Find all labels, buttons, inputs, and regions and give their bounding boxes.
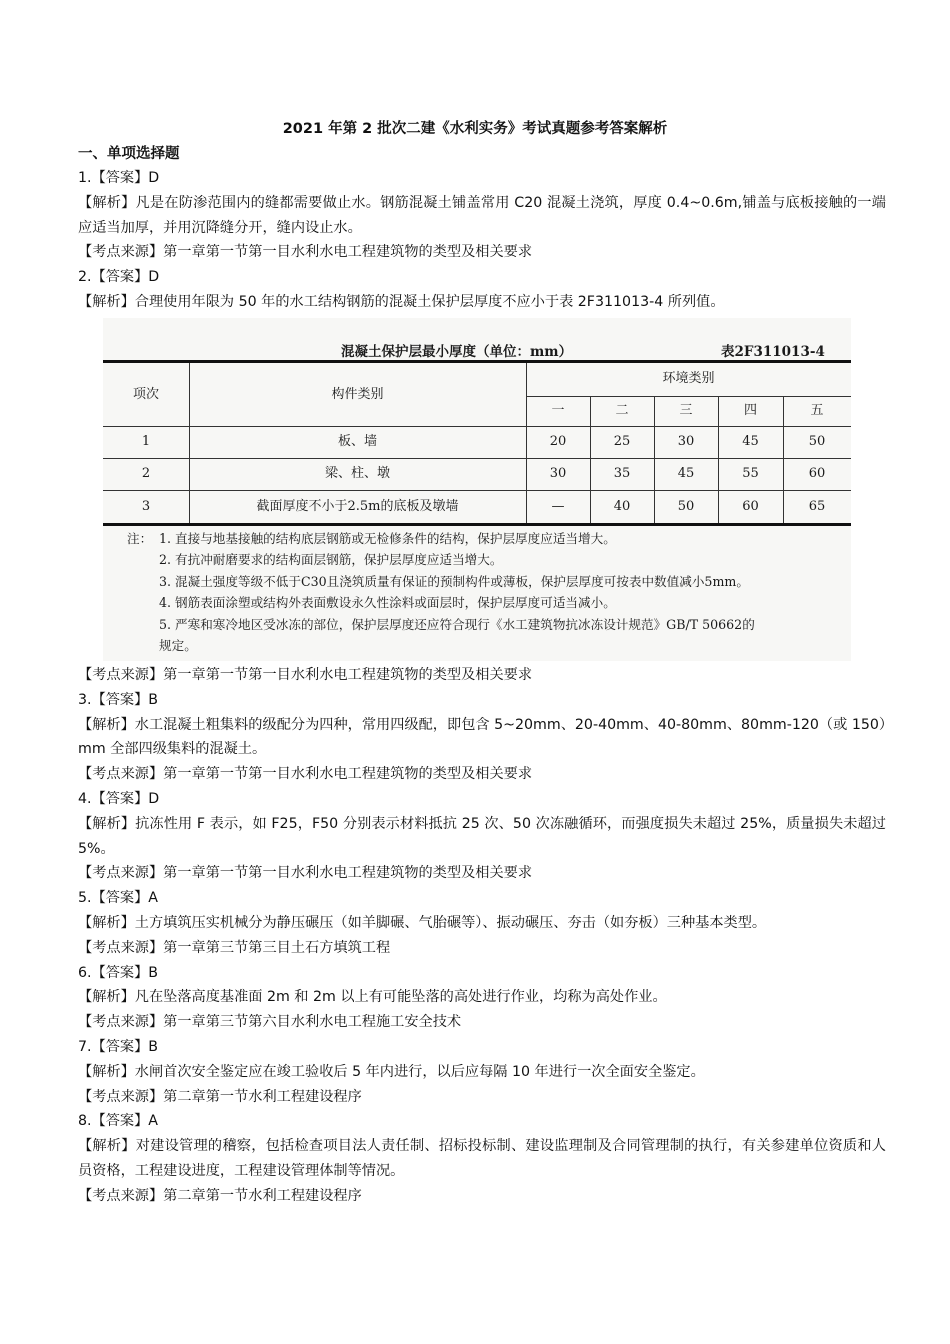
q8-source: 【考点来源】第二章第一节水利工程建设程序: [78, 1187, 362, 1204]
env-class-1: 一: [551, 403, 565, 418]
row-2-value: 55: [742, 466, 759, 481]
table-note: 5. 严寒和寒冷地区受冰冻的部位，保护层厚度还应符合现行《水工建筑物抗冰冻设计规范》GB/T 50662的: [159, 616, 755, 632]
q5-answer: 5.【答案】A: [78, 890, 158, 907]
table-divider: [103, 426, 851, 427]
table-note: 4. 钢筋表面涂塑或结构外表面敷设永久性涂料或面层时，保护层厚度可适当减小。: [159, 595, 616, 611]
env-class-2: 二: [615, 403, 629, 418]
env-class-5: 五: [810, 403, 824, 418]
table-note: 注： 1. 直接与地基接触的结构底层钢筋或无检修条件的结构，保护层厚度应适当增大。: [127, 528, 755, 549]
table-divider: [103, 490, 851, 491]
q3-answer: 3.【答案】B: [78, 691, 159, 708]
q4-answer: 4.【答案】D: [78, 790, 160, 807]
row-2-component: 梁、柱、墩: [324, 466, 390, 481]
q3-analysis: 【解析】水工混凝土粗集料的级配分为四种，常用四级配，即包含 5~20mm、20-40mm、40-80mm、80mm-120（或 150）mm 全部四级集料的混凝土。: [78, 716, 886, 758]
row-3-value: 50: [677, 499, 695, 514]
cover-thickness-table-figure: [103, 318, 851, 661]
table-note: 2. 有抗冲耐磨要求的结构面层钢筋，保护层厚度应适当增大。: [159, 552, 503, 568]
table-note: 3. 混凝土强度等级不低于C30且浇筑质量有保证的预制构件或薄板，保护层厚度可按表中数值减小5mm。: [159, 573, 749, 589]
row-1-value: 20: [549, 434, 567, 449]
row-3-value: 60: [742, 499, 759, 514]
q1-answer: 1.【答案】D: [78, 170, 160, 186]
table-number: 表2F311013-4: [721, 344, 825, 360]
q6-answer: 6.【答案】B: [78, 964, 159, 981]
row-1-value: 45: [742, 434, 759, 449]
q8-answer: 8.【答案】A: [78, 1113, 158, 1130]
header-env: 环境类别: [662, 371, 715, 386]
q3-source: 【考点来源】第一章第一节第一目水利水电工程建筑物的类型及相关要求: [78, 766, 533, 783]
row-3-value: 40: [613, 499, 631, 514]
header-component: 构件类别: [331, 387, 384, 402]
document-title: 2021 年第 2 批次二建《水利实务》考试真题参考答案解析: [282, 121, 668, 137]
row-1-component: 板、墙: [337, 434, 377, 449]
row-3-value: 65: [808, 499, 826, 514]
q6-analysis: 【解析】凡在坠落高度基准面 2m 和 2m 以上有可能坠落的高处进行作业，均称为高处作业。: [78, 989, 667, 1006]
table-divider: [103, 458, 851, 459]
row-1-value: 50: [808, 434, 826, 449]
answers-block-bottom: [78, 663, 886, 1209]
q2-analysis: 【解析】合理使用年限为 50 年的水工结构钢筋的混凝土保护层厚度不应小于表 2F311013-4 所列值。: [78, 293, 725, 310]
table-divider: [526, 396, 851, 397]
row-1-value: 25: [613, 434, 631, 449]
table-top-rule: [103, 360, 851, 363]
section-heading: 一、单项选择题: [78, 146, 180, 162]
q6-source: 【考点来源】第一章第三节第六目水利水电工程施工安全技术: [78, 1014, 462, 1031]
row-1-index: 1: [141, 434, 151, 449]
row-2-value: 30: [549, 466, 567, 481]
table-note: 规定。: [159, 638, 197, 654]
table-caption: 混凝土保护层最小厚度（单位：mm）: [341, 344, 573, 360]
q2-answer: 2.【答案】D: [78, 269, 160, 286]
q4-analysis: 【解析】抗冻性用 F 表示，如 F25，F50 分别表示材料抵抗 25 次、50 次冻融循环，而强度损失未超过 25%，质量损失未超过 5%。: [78, 815, 886, 857]
row-2-index: 2: [141, 466, 151, 481]
q7-source: 【考点来源】第二章第一节水利工程建设程序: [78, 1088, 362, 1105]
row-3-index: 3: [141, 499, 151, 514]
answers-block-top: [78, 166, 886, 315]
q7-analysis: 【解析】水闸首次安全鉴定应在竣工验收后 5 年内进行，以后应每隔 10 年进行一次全面安全鉴定。: [78, 1063, 705, 1080]
row-2-value: 60: [808, 466, 826, 481]
q5-source: 【考点来源】第一章第三节第三目土石方填筑工程: [78, 939, 391, 956]
q1-analysis: 【解析】凡是在防渗范围内的缝都需要做止水。钢筋混凝土铺盖常用 C20 混凝土浇筑，厚度 0.4~0.6m,铺盖与底板接触的一端应适当加厚，并用沉降缝分开，缝内设止水。: [78, 194, 886, 236]
q2-source: 【考点来源】第一章第一节第一目水利水电工程建筑物的类型及相关要求: [78, 667, 533, 683]
row-2-value: 35: [613, 466, 631, 481]
q8-analysis: 【解析】对建设管理的稽察，包括检查项目法人责任制、招标投标制、建设监理制及合同管理制的执行，有关参建单位资质和人员资格，工程建设进度，工程建设管理体制等情况。: [78, 1138, 886, 1179]
q4-source: 【考点来源】第一章第一节第一目水利水电工程建筑物的类型及相关要求: [78, 865, 533, 882]
q7-answer: 7.【答案】B: [78, 1038, 159, 1055]
notes-label: 注：: [127, 531, 153, 546]
q1-source: 【考点来源】第一章第一节第一目水利水电工程建筑物的类型及相关要求: [78, 244, 533, 261]
row-3-value: —: [551, 499, 565, 514]
env-class-3: 三: [679, 403, 693, 418]
row-3-component: 截面厚度不小于2.5m的底板及墩墙: [256, 499, 459, 514]
row-2-value: 45: [677, 466, 695, 481]
table-notes: [127, 528, 755, 656]
row-1-value: 30: [677, 434, 695, 449]
header-index: 项次: [132, 387, 159, 402]
env-class-4: 四: [743, 403, 757, 418]
table-bottom-rule: [103, 523, 851, 526]
q5-analysis: 【解析】土方填筑压实机械分为静压碾压（如羊脚碾、气胎碾等）、振动碾压、夯击（如夯板）三种基本类型。: [78, 914, 767, 931]
